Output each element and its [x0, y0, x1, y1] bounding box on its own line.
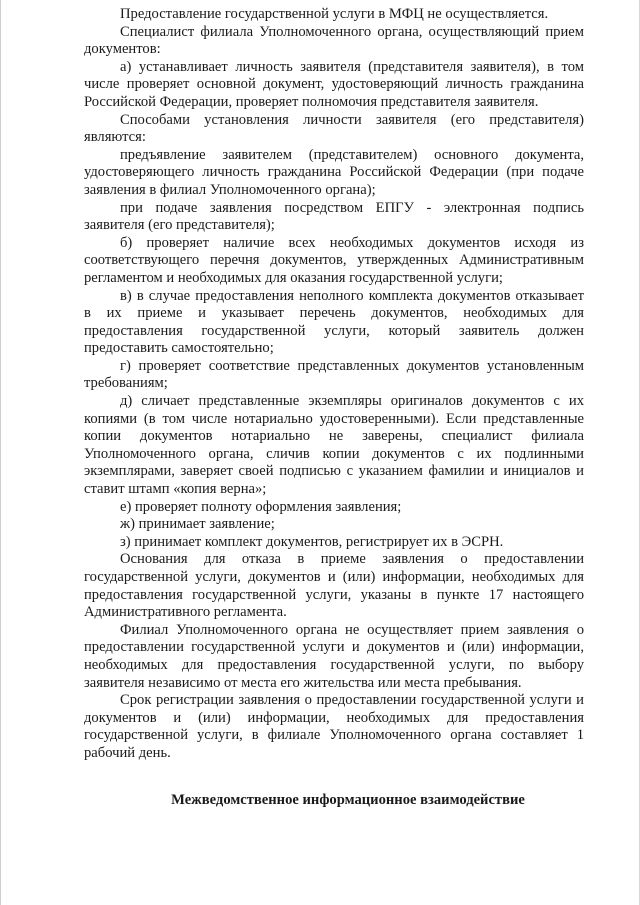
paragraph-item-v: в) в случае предоставления неполного комплекта документов отказывает в их приеме и указывает перечень документов, необходимых для предоставления государственной услуги, который заявитель должен предоставить самостоятельно;	[84, 287, 584, 357]
paragraph-item-e: е) проверяет полноту оформления заявления;	[120, 498, 402, 515]
paragraph-document-presentation: предъявление заявителем (представителем) основного документа, удостоверяющего личность гражданина Российской Федерации (при подаче заявления в филиал Уполномоченного органа);	[84, 146, 584, 198]
paragraph-item-zh: ж) принимает заявление;	[120, 516, 275, 533]
paragraph-identification-methods: Способами установления личности заявителя (его представителя) являются:	[84, 111, 584, 146]
paragraph-item-d: д) сличает представленные экземпляры оригиналов документов с их копиями (в том числе нотариально удостоверенными). Если представленные копии документов нотариально не заверены, специалист филиала Уполномоченного органа, сличив копии документов с их подлинными экземплярами, заверяет своей подписью с указанием фамилии и инициалов и ставит штамп «копия верна»;	[84, 393, 584, 498]
paragraph-item-a: а) устанавливает личность заявителя (представителя заявителя), в том числе проверяет основной документ, удостоверяющий личность гражданина Российской Федерации, проверяет полномочия представителя заявителя.	[84, 58, 584, 110]
section-heading: Межведомственное информационное взаимодействие	[171, 791, 525, 808]
paragraph-registration-term: Срок регистрации заявления о предоставлении государственной услуги и документов и (или) информации, необходимых для предоставления государственной услуги, в филиале Уполномоченного органа составляет 1 рабочий день.	[84, 692, 584, 761]
paragraph-mfc: Предоставление государственной услуги в МФЦ не осуществляется.	[120, 6, 549, 22]
paragraph-specialist: Специалист филиала Уполномоченного органа, осуществляющий прием документов:	[84, 23, 584, 58]
paragraph-item-z: з) принимает комплект документов, регистрирует их в ЭСРН.	[120, 533, 504, 550]
paragraph-branch-restriction: Филиал Уполномоченного органа не осуществляет прием заявления о предоставлении государственной услуги и документов и (или) информации, необходимых для предоставления государственной услуги, по выбору заявителя независимо от места его жительства или места пребывания.	[84, 621, 584, 691]
paragraph-item-b: б) проверяет наличие всех необходимых документов исходя из соответствующего перечня документов, утвержденных Административным регламентом и необходимых для оказания государственной услуги;	[84, 234, 584, 286]
document-page	[84, 6, 584, 809]
paragraph-epgu-signature: при подаче заявления посредством ЕПГУ - электронная подпись заявителя (его представителя);	[84, 199, 584, 234]
paragraph-refusal-grounds: Основания для отказа в приеме заявления о предоставлении государственной услуги, документов и (или) информации, необходимых для предоставления государственной услуги, указаны в пункте 17 настоящего Административного регламента.	[84, 551, 584, 621]
paragraph-item-g: г) проверяет соответствие представленных документов установленным требованиям;	[84, 357, 584, 392]
